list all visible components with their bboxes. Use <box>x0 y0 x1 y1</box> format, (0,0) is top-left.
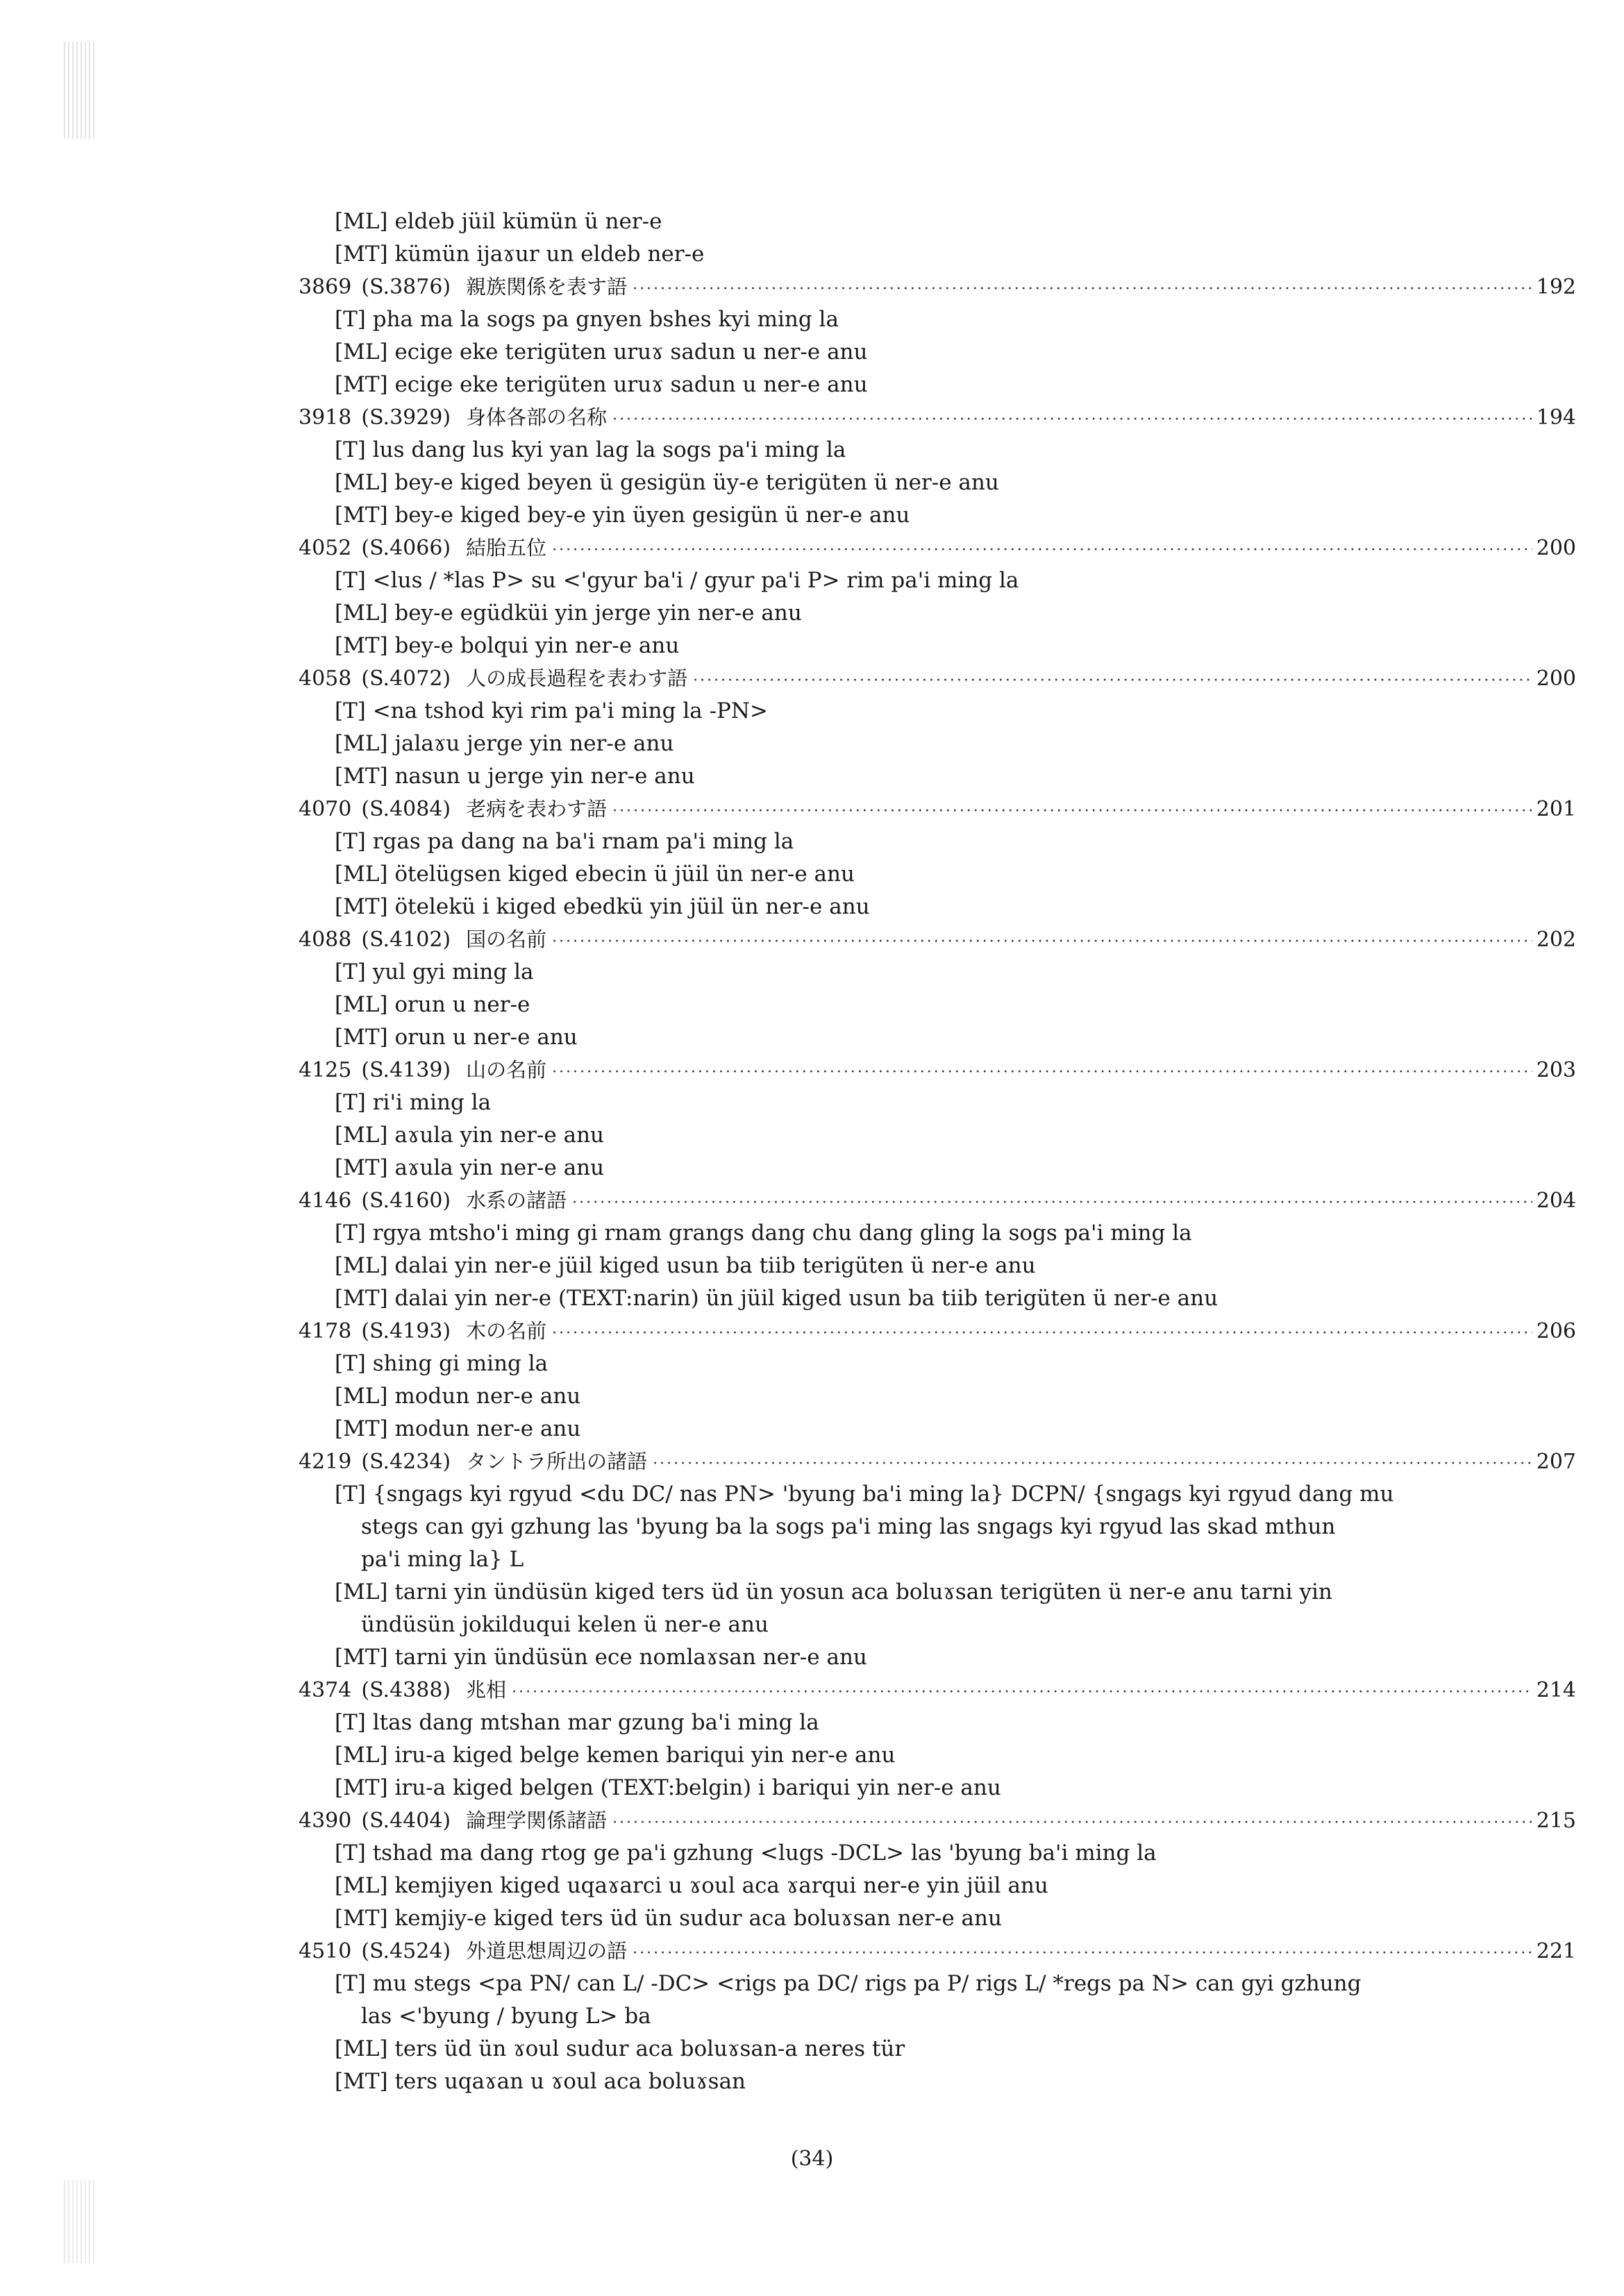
entry-page: 194 <box>1536 405 1576 430</box>
wrapped-t-block <box>299 1478 1576 1576</box>
index-page <box>299 206 1576 2098</box>
line-mt: [MT] iru-a kiged belgen (TEXT:belgin) i bariqui yin ner-e anu <box>335 1775 1001 1800</box>
line-t: [T] {sngags kyi rgyud <du DC/ nas PN> 'byung ba'i ming la} DCPN/ {sngags kyi rgyud dang mu <box>335 1482 1394 1507</box>
line-mt: [MT] ters uqaɤan u ɤoul aca boluɤsan <box>335 2069 746 2094</box>
line-mt: [MT] kümün ijaɤur un eldeb ner-e <box>335 242 705 267</box>
entry-heading <box>299 1054 1576 1087</box>
entry-title: 国の名前 <box>466 928 547 951</box>
line-t-cont: pa'i ming la} L <box>361 1547 524 1572</box>
line-t: [T] ri'i ming la <box>335 1090 492 1115</box>
line-ml: [ML] jalaɤu jerge yin ner-e anu <box>335 731 674 756</box>
entry-page: 203 <box>1536 1058 1576 1082</box>
entry-ref: (S.4404) <box>361 1809 451 1833</box>
line-t: [T] <lus / *las P> su <'gyur ba'i / gyur pa'i P> rim pa'i ming la <box>335 568 1019 593</box>
line-ml: [ML] dalai yin ner-e jüil kiged usun ba tiib terigüten ü ner-e anu <box>335 1253 1036 1278</box>
entry-page: 207 <box>1536 1450 1576 1474</box>
entry-page: 202 <box>1536 928 1576 952</box>
line-t: [T] yul gyi ming la <box>335 960 534 984</box>
entry-heading <box>299 401 1576 434</box>
leader-dots <box>693 664 1532 697</box>
entry-ref: (S.4072) <box>361 667 451 691</box>
leader-dots <box>612 795 1532 828</box>
leader-dots <box>552 1056 1532 1089</box>
entry-title: 親族関係を表す語 <box>466 275 628 299</box>
line-ml: [ML] iru-a kiged belge kemen bariqui yin ner-e anu <box>335 1743 896 1768</box>
entry-page: 201 <box>1536 797 1576 821</box>
entry-heading <box>299 1315 1576 1348</box>
line-mt: [MT] orun u ner-e anu <box>335 1025 578 1050</box>
entry-page: 221 <box>1536 1939 1576 1963</box>
line-mt: [MT] aɤula yin ner-e anu <box>335 1155 605 1180</box>
entry-number: 4390 <box>299 1809 352 1833</box>
leader-dots <box>633 273 1532 305</box>
entry-page: 206 <box>1536 1319 1576 1343</box>
entry-ref: (S.4524) <box>361 1939 451 1963</box>
leader-dots <box>512 1676 1532 1709</box>
entry-title: 論理学関係諸語 <box>466 1809 608 1832</box>
wrapped-t-block <box>299 1968 1576 2033</box>
line-ml: [ML] bey-e kiged beyen ü gesigün üy-e terigüten ü ner-e anu <box>335 470 999 495</box>
entry-ref: (S.3929) <box>361 405 451 430</box>
line-mt: [MT] ötelekü i kiged ebedkü yin jüil ün ner-e anu <box>335 894 870 919</box>
line-mt: [MT] nasun u jerge yin ner-e anu <box>335 764 695 789</box>
line-ml: [ML] orun u ner-e <box>335 992 530 1017</box>
entry-page: 215 <box>1536 1809 1576 1833</box>
entry-heading <box>299 923 1576 956</box>
leader-dots <box>612 403 1532 436</box>
entry-heading <box>299 532 1576 564</box>
entry-number: 4070 <box>299 797 352 821</box>
entry-number: 4510 <box>299 1939 352 1963</box>
entry-heading <box>299 1804 1576 1837</box>
line-mt: [MT] kemjiy-e kiged ters üd ün sudur aca boluɤsan ner-e anu <box>335 1906 1002 1931</box>
entry-heading <box>299 793 1576 826</box>
entry-ref: (S.3876) <box>361 275 451 299</box>
leader-dots <box>653 1448 1532 1480</box>
entry-page: 214 <box>1536 1678 1576 1702</box>
entry-ref: (S.4193) <box>361 1319 451 1343</box>
line-t: [T] rgya mtsho'i ming gi rnam grangs dang chu dang gling la sogs pa'i ming la <box>335 1221 1192 1246</box>
entry-number: 3869 <box>299 275 352 299</box>
line-t: [T] pha ma la sogs pa gnyen bshes kyi ming la <box>335 307 839 332</box>
leader-dots <box>633 1937 1532 1970</box>
line-mt: [MT] modun ner-e anu <box>335 1416 581 1441</box>
entry-heading <box>299 271 1576 303</box>
line-mt: [MT] ecige eke terigüten uruɤ sadun u ner-e anu <box>335 372 868 397</box>
leader-dots <box>552 1317 1532 1350</box>
scan-artifact <box>64 2180 97 2263</box>
leader-dots <box>552 925 1532 958</box>
entry-number: 4058 <box>299 667 352 691</box>
leader-dots <box>552 534 1532 567</box>
entry-title: タントラ所出の諸語 <box>466 1450 648 1473</box>
line-ml: [ML] ecige eke terigüten uruɤ sadun u ner-e anu <box>335 340 868 364</box>
line-t-cont: stegs can gyi gzhung las 'byung ba la sogs pa'i ming las sngags kyi rgyud las skad mthun <box>361 1514 1336 1539</box>
entry-title: 外道思想周辺の語 <box>466 1939 628 1963</box>
line-t: [T] rgas pa dang na ba'i rnam pa'i ming la <box>335 829 794 854</box>
entry-number: 4146 <box>299 1189 352 1213</box>
entry-heading <box>299 1674 1576 1707</box>
leader-dots <box>612 1807 1532 1839</box>
entry-title: 老病を表わす語 <box>466 797 608 821</box>
line-ml: [ML] kemjiyen kiged uqaɤarci u ɤoul aca ɤarqui ner-e yin jüil anu <box>335 1873 1048 1898</box>
entry-title: 結胎五位 <box>466 536 547 560</box>
entry-ref: (S.4102) <box>361 928 451 952</box>
entry-ref: (S.4234) <box>361 1450 451 1474</box>
line-ml: [ML] aɤula yin ner-e anu <box>335 1123 605 1148</box>
line-t: [T] <na tshod kyi rim pa'i ming la -PN> <box>335 698 769 723</box>
line-t-cont: las <'byung / byung L> ba <box>361 2004 651 2029</box>
line-t: [T] tshad ma dang rtog ge pa'i gzhung <lugs -DCL> las 'byung ba'i ming la <box>335 1841 1157 1866</box>
entry-number: 4374 <box>299 1678 352 1702</box>
line-ml: [ML] ötelügsen kiged ebecin ü jüil ün ner-e anu <box>335 862 855 887</box>
line-t: [T] ltas dang mtshan mar gzung ba'i ming la <box>335 1710 819 1735</box>
wrapped-ml-block <box>299 1576 1576 1641</box>
scan-artifact <box>64 42 97 139</box>
line-mt: [MT] bey-e kiged bey-e yin üyen gesigün ü ner-e anu <box>335 503 910 528</box>
entry-number: 4125 <box>299 1058 352 1082</box>
entry-ref: (S.4139) <box>361 1058 451 1082</box>
entry-number: 4178 <box>299 1319 352 1343</box>
entry-number: 3918 <box>299 405 352 430</box>
entry-ref: (S.4066) <box>361 536 451 560</box>
leader-dots <box>572 1187 1532 1219</box>
entry-page: 192 <box>1536 275 1576 299</box>
page-number: (34) <box>790 2147 834 2171</box>
entry-number: 4219 <box>299 1450 352 1474</box>
entry-page: 200 <box>1536 536 1576 560</box>
line-mt: [MT] bey-e bolqui yin ner-e anu <box>335 633 680 658</box>
line-ml-cont: ündüsün jokilduqui kelen ü ner-e anu <box>361 1612 769 1637</box>
line-mt: [MT] tarni yin ündüsün ece nomlaɤsan ner-e anu <box>335 1645 867 1670</box>
entry-heading <box>299 662 1576 695</box>
entry-title: 水系の諸語 <box>466 1189 567 1212</box>
line-ml: [ML] bey-e egüdküi yin jerge yin ner-e anu <box>335 601 802 626</box>
entry-title: 人の成長過程を表わす語 <box>466 667 688 690</box>
entry-page: 204 <box>1536 1189 1576 1213</box>
line-ml: [ML] ters üd ün ɤoul sudur aca boluɤsan-a neres tür <box>335 2036 905 2061</box>
line-t: [T] shing gi ming la <box>335 1351 549 1376</box>
entry-heading <box>299 1184 1576 1217</box>
line-ml: [ML] modun ner-e anu <box>335 1384 581 1409</box>
line-ml: [ML] tarni yin ündüsün kiged ters üd ün yosun aca boluɤsan terigüten ü ner-e anu tarni yin <box>335 1579 1332 1604</box>
line-t: [T] lus dang lus kyi yan lag la sogs pa'i ming la <box>335 437 846 462</box>
entry-ref: (S.4084) <box>361 797 451 821</box>
entry-title: 兆相 <box>466 1678 507 1702</box>
line-mt: [MT] dalai yin ner-e (TEXT:narin) ün jüil kiged usun ba tiib terigüten ü ner-e anu <box>335 1286 1219 1311</box>
line-t: [T] mu stegs <pa PN/ can L/ -DC> <rigs pa DC/ rigs pa P/ rigs L/ *regs pa N> can gyi gzhung <box>335 1971 1362 1996</box>
line-ml: [ML] eldeb jüil kümün ü ner-e <box>335 209 662 234</box>
entry-heading <box>299 1446 1576 1478</box>
entry-title: 身体各部の名称 <box>466 405 608 429</box>
entry-title: 木の名前 <box>466 1319 547 1343</box>
entry-number: 4052 <box>299 536 352 560</box>
entry-ref: (S.4388) <box>361 1678 451 1702</box>
entry-page: 200 <box>1536 667 1576 691</box>
entry-ref: (S.4160) <box>361 1189 451 1213</box>
entry-number: 4088 <box>299 928 352 952</box>
entry-title: 山の名前 <box>466 1058 547 1082</box>
entry-heading <box>299 1935 1576 1968</box>
